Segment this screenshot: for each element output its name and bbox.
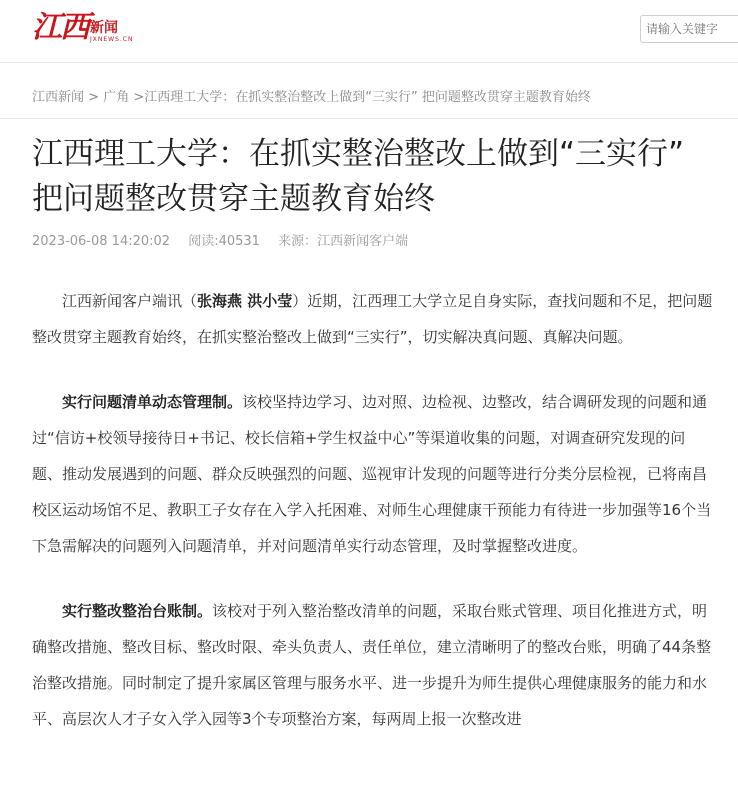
article-meta	[32, 230, 422, 249]
author-names: 张海燕 洪小莹	[197, 292, 293, 310]
site-header	[0, 0, 738, 63]
article-body	[32, 283, 714, 766]
article-title: 江西理工大学：在抓实整治整改上做到“三实行” 把问题整改贯穿主题教育始终	[32, 136, 685, 217]
view-count: 阅读:40531	[188, 234, 260, 249]
section-1-text: 该校坚持边学习、边对照、边检视、边整改，结合调研发现的问题和通过“信访+校领导接待日+书记、校长信箱+学生权益中心”等渠道收集的问题，对调查研究发现的问题、推动发展遇到的问题、群众反映强烈的问题、巡视审计发现的问题等进行分类分层检视，已将南昌校区运动场馆不足、教职工子女存在入学入托困难、对师生心理健康干预能力有待进一步加强等16个当下急需解决的问题列入问题清单，并对问题清单实行动态管理，及时掌握整改进度。	[32, 393, 712, 555]
logo-side	[90, 20, 134, 44]
header-divider	[0, 118, 738, 119]
section-2-text: 该校对于列入整治整改清单的问题，采取台账式管理、项目化推进方式，明确整改措施、整改目标、整改时限、牵头负责人、责任单位，建立清晰明了的整改台账，明确了44条整治整改措施。同时制定了提升家属区管理与服务水平、进一步提升为师生提供心理健康服务的能力和水平、高层次人才子女入学入园等3个专项整治方案，每两周上报一次整改进	[32, 602, 712, 728]
paragraph-section-2	[32, 593, 714, 737]
intro-text-a: 江西新闻客户端讯（	[62, 292, 198, 310]
breadcrumb-section[interactable]: 广角	[103, 90, 130, 105]
breadcrumb-home[interactable]: 江西新闻	[32, 90, 85, 105]
article-source: 来源：江西新闻客户端	[278, 234, 409, 249]
logo-mark: 江西	[32, 10, 88, 45]
search-input[interactable]	[640, 15, 738, 43]
breadcrumb-separator: >	[88, 90, 104, 105]
breadcrumb	[32, 86, 591, 105]
logo-text: 新闻	[90, 20, 118, 36]
intro-text-b: ）近期，江西理工大学立足自身实际，查找问题和不足，把问题整改贯穿主题教育始终，在抓实整治整改上做到“三实行”，切实解决真问题、真解决问题。	[32, 292, 713, 346]
section-2-heading: 实行整改整治台账制。	[62, 602, 213, 620]
logo-subtext: JXNEWS.CN	[90, 36, 134, 43]
section-1-heading: 实行问题清单动态管理制。	[62, 393, 243, 411]
breadcrumb-current: 江西理工大学：在抓实整治整改上做到“三实行” 把问题整改贯穿主题教育始终	[144, 90, 591, 105]
site-logo[interactable]	[32, 12, 134, 44]
paragraph-section-1	[32, 384, 714, 564]
breadcrumb-separator: >	[133, 90, 145, 105]
paragraph-intro	[32, 283, 714, 355]
publish-date: 2023-06-08 14:20:02	[32, 234, 171, 249]
